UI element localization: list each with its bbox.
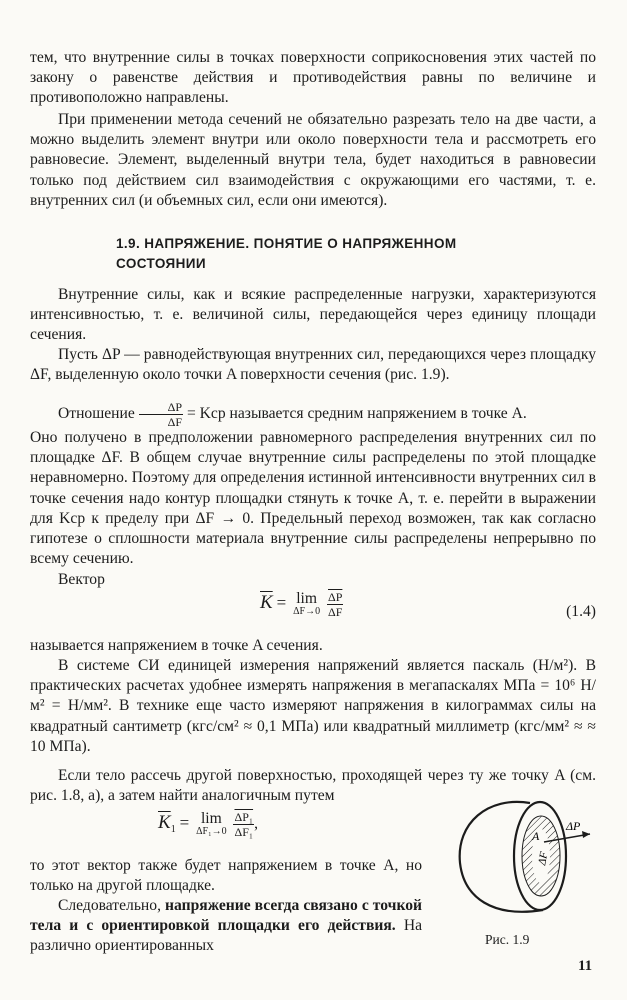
formula-k1-num: ΔP₁	[234, 810, 254, 824]
formula-1-4-body	[260, 590, 343, 619]
formula-k1-lim	[196, 809, 227, 838]
p12-bold: напряжение всегда связано с точкой тела и с ориентировкой площадки его действия.	[30, 897, 422, 935]
formula-k1-fraction	[233, 810, 254, 839]
p5-rest: = Kср называется средним напряжением в точке A.	[186, 405, 527, 423]
label-A: A	[532, 829, 540, 843]
paragraph-7: Вектор	[58, 571, 105, 588]
p12-c: На различно ориентированных	[30, 917, 422, 955]
paragraph-6: Оно получено в предположении равномерного распределения внутренних сил по площадке ΔF. В общем случае внутренние силы распределены по этой площадке неравномерно. Поэтому для определения истинной интенсивности внутренних сил в точке сечения надо контур площадки стянуть к точке A, т. е. перейти в выражении для Kср к пределу при ΔF → 0. Предельный переход возможен, так как согласно гипотезе о сплошности материала внутренние силы распределены непрерывно по всему сечению.	[30, 429, 596, 568]
label-dP: ΔP	[566, 819, 581, 833]
figure-1-9-drawing	[448, 768, 598, 938]
formula-k1-den: ΔF₁	[234, 825, 254, 839]
formula-k1-lim-word: lim	[200, 809, 222, 827]
page-number: 11	[578, 958, 593, 974]
formula-k1-lim-sub: ΔF₁→0	[196, 825, 227, 837]
paragraph-5	[30, 400, 596, 429]
formula-k1-body	[158, 810, 258, 839]
figure-caption: Рис. 1.9	[485, 932, 530, 947]
formula-1-4	[30, 590, 596, 634]
formula-1-4-lim-sub: ΔF→0	[293, 605, 321, 617]
formula-k1-lhs-sub: 1	[170, 824, 176, 836]
force-arrowhead	[582, 831, 590, 838]
paragraph-8: называется напряжением в точке A сечения.	[30, 637, 323, 654]
inline-fraction-den: ΔF	[167, 415, 183, 429]
formula-1-4-eq: =	[276, 593, 287, 613]
inline-fraction-num: ΔP	[139, 400, 183, 415]
p5-prefix: Отношение	[58, 405, 135, 423]
paragraph-4: Пусть ΔP — равнодействующая внутренних сил, передающихся через площадку ΔF, выделенную около точки A поверхности сечения (рис. 1.9).	[30, 346, 596, 384]
formula-1-4-lhs: $\overline{K}$	[260, 592, 273, 614]
inline-fraction	[139, 400, 183, 429]
equation-number: (1.4)	[566, 603, 596, 620]
formula-1-4-den: ΔF	[328, 605, 343, 619]
formula-1-4-lim	[293, 589, 321, 618]
paragraph-1: тем, что внутренние силы в точках поверхности соприкосновения этих частей по закону о равенстве действия и противодействия равны по величине и противоположно направлены.	[30, 49, 596, 107]
paragraph-12	[30, 896, 422, 957]
paragraph-3: Внутренние силы, как и всякие распределенные нагрузки, характеризуются интенсивностью, т. е. величиной силы, передающейся через единицу площади сечения.	[30, 286, 596, 344]
formula-1-4-lim-word: lim	[296, 589, 317, 607]
formula-1-4-num: $\overline{\Delta P}$	[328, 590, 343, 604]
label-dF: ΔF	[536, 850, 551, 866]
section-heading: 1.9. НАПРЯЖЕНИЕ. ПОНЯТИЕ О НАПРЯЖЕННОМ СОСТОЯНИИ	[116, 236, 457, 271]
paragraph-11: то этот вектор также будет напряжением в точке A, но только на другой площадке.	[30, 857, 422, 895]
formula-k1-trail: ,	[254, 815, 258, 833]
formula-k1-lhs: $\overline{K}$	[158, 812, 171, 834]
paragraph-2: При применении метода сечений не обязательно разрезать тело на две части, а можно выделить элемент внутри или около поверхности тела и рассмотреть его равновесие. Элемент, выделенный внутри тела, будет находиться в равновесии только под действием сил взаимодействия с окружающими его частями, т. е. внутренних сил (и объемных сил, если они имеются).	[30, 111, 596, 209]
paragraph-10: Если тело рассечь другой поверхностью, проходящей через ту же точку A (см. рис. 1.8, а), а затем найти аналогичным путем	[30, 767, 596, 805]
formula-1-4-fraction	[327, 590, 343, 619]
p12-a: Следовательно,	[58, 897, 161, 914]
paragraph-9: В системе СИ единицей измерения напряжений является паскаль (Н/м²). В практических расчетах удобнее измерять напряжения в мегапаскалях МПа = 10⁶ Н/м² = Н/мм². В технике еще часто измеряют напряжения в килограммах силы на квадратный сантиметр (кгс/см² ≈ 0,1 МПа) или квадратный миллиметр (кгс/мм² ≈ ≈ 10 МПа).	[30, 657, 596, 755]
formula-k1-eq: =	[179, 813, 190, 833]
